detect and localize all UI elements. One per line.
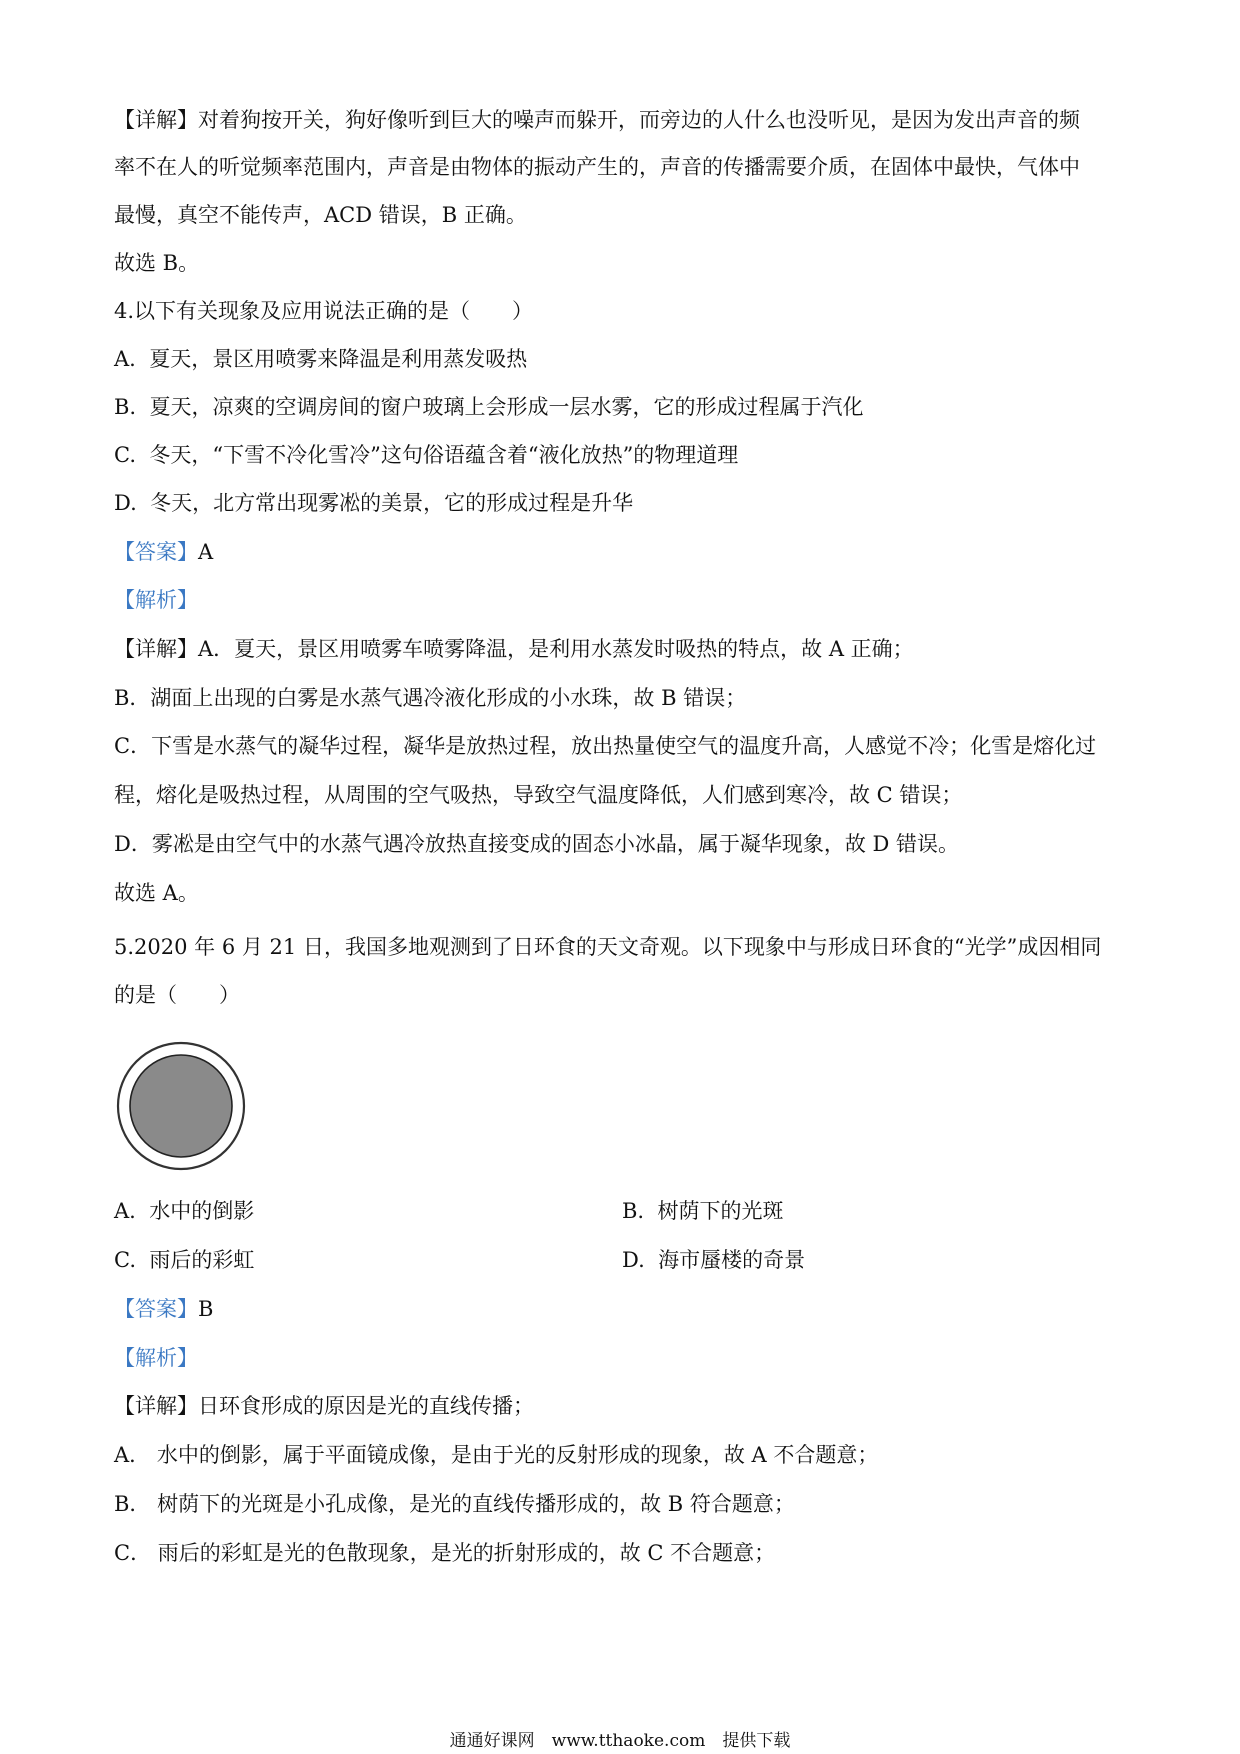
- q3-detail-line1: [114, 105, 1080, 135]
- q4-option-a-letter: A.: [114, 347, 136, 371]
- q4-detail-a-text: A．夏天，景区用喷雾车喷雾降温，是利用水蒸发时吸热的特点，故 A 正确；: [198, 637, 914, 661]
- q5-answer: [114, 1294, 213, 1324]
- q5-detail-c: C． 雨后的彩虹是光的色散现象，是光的折射形成的，故 C 不合题意；: [114, 1541, 776, 1565]
- q5-option-a-letter: A.: [114, 1199, 136, 1223]
- q4-option-a-text: 夏天，景区用喷雾来降温是利用蒸发吸热: [149, 347, 528, 371]
- q4-detail-c1: C．下雪是水蒸气的凝华过程，凝华是放热过程，放出热量使空气的温度升高，人感觉不冷；化雪是熔化过: [114, 734, 1097, 758]
- q4-detail-b: B．湖面上出现的白雾是水蒸气遇冷液化形成的小水珠，故 B 错误；: [114, 686, 747, 710]
- q5-option-a-text: 水中的倒影: [149, 1199, 255, 1223]
- q5-option-b-letter: B.: [622, 1199, 645, 1223]
- q4-option-b-text: 夏天，凉爽的空调房间的窗户玻璃上会形成一层水雾，它的形成过程属于汽化: [149, 395, 864, 419]
- q5-detail-a: A． 水中的倒影，属于平面镜成像，是由于光的反射形成的现象，故 A 不合题意；: [114, 1443, 879, 1467]
- q5-option-d-text: 海市蜃楼的奇景: [658, 1248, 806, 1272]
- q4-option-b: [114, 392, 863, 422]
- q3-detail-line2: 率不在人的听觉频率范围内，声音是由物体的振动产生的，声音的传播需要介质，在固体中最快，气体中: [114, 155, 1080, 179]
- q4-stem: 4.以下有关现象及应用说法正确的是（ ）: [114, 299, 534, 323]
- q3-detail-text: 对着狗按开关，狗好像听到巨大的噪声而躲开，而旁边的人什么也没听见，是因为发出声音的频: [198, 108, 1080, 132]
- q4-analysis-tag: 【解析】: [114, 588, 198, 612]
- q4-answer-tag: 【答案】: [114, 540, 198, 564]
- q4-option-c: [114, 440, 738, 470]
- q4-answer: [114, 537, 213, 567]
- q5-detail-intro-text: 日环食形成的原因是光的直线传播；: [198, 1394, 534, 1418]
- q5-option-b: [622, 1196, 783, 1226]
- q4-option-b-letter: B.: [114, 395, 137, 419]
- annular-eclipse-figure: [115, 1040, 247, 1172]
- q5-stem-line1: 5.2020 年 6 月 21 日，我国多地观测到了日环食的天文奇观。以下现象中与形成日环食的“光学”成因相同: [114, 935, 1102, 959]
- q5-option-b-text: 树荫下的光斑: [657, 1199, 784, 1223]
- q4-option-a: [114, 344, 527, 374]
- q5-detail-b: B． 树荫下的光斑是小孔成像，是光的直线传播形成的，故 B 符合题意；: [114, 1492, 795, 1516]
- q4-option-d: [114, 488, 633, 518]
- q5-stem-line2: 的是（ ）: [114, 983, 240, 1007]
- q5-option-a: [114, 1196, 254, 1226]
- q3-conclusion: 故选 B。: [114, 251, 200, 275]
- q4-detail-d: D．雾凇是由空气中的水蒸气遇冷放热直接变成的固态小冰晶，属于凝华现象，故 D 错误。: [114, 832, 960, 856]
- q5-option-c: [114, 1245, 254, 1275]
- q4-option-c-text: 冬天，“下雪不冷化雪冷”这句俗语蕴含着“液化放热”的物理道理: [149, 443, 739, 467]
- q5-answer-tag: 【答案】: [114, 1297, 198, 1321]
- page-footer: 通通好课网 www.tthaoke.com 提供下载: [449, 1731, 791, 1751]
- q4-conclusion: 故选 A。: [114, 881, 199, 905]
- q5-option-c-text: 雨后的彩虹: [149, 1248, 255, 1272]
- q5-option-d: [622, 1245, 805, 1275]
- q4-detail-c2: 程，熔化是吸热过程，从周围的空气吸热，导致空气温度降低，人们感到寒冷，故 C 错误；: [114, 783, 963, 807]
- q4-detail-tag: 【详解】: [114, 637, 198, 661]
- eclipse-moon-disk: [130, 1055, 232, 1157]
- q5-option-d-letter: D.: [622, 1248, 645, 1272]
- q5-option-c-letter: C.: [114, 1248, 136, 1272]
- q5-analysis-tag: 【解析】: [114, 1346, 198, 1370]
- q5-detail-intro: [114, 1391, 534, 1421]
- q5-detail-tag: 【详解】: [114, 1394, 198, 1418]
- q4-option-c-letter: C.: [114, 443, 136, 467]
- q4-option-d-text: 冬天，北方常出现雾凇的美景，它的形成过程是升华: [150, 491, 634, 515]
- q4-answer-value: A: [198, 540, 214, 564]
- q3-detail-line3: 最慢，真空不能传声，ACD 错误，B 正确。: [114, 203, 527, 227]
- q4-option-d-letter: D.: [114, 491, 137, 515]
- q3-detail-tag: 【详解】: [114, 108, 198, 132]
- q4-detail-a: [114, 634, 914, 664]
- q5-answer-value: B: [198, 1297, 214, 1321]
